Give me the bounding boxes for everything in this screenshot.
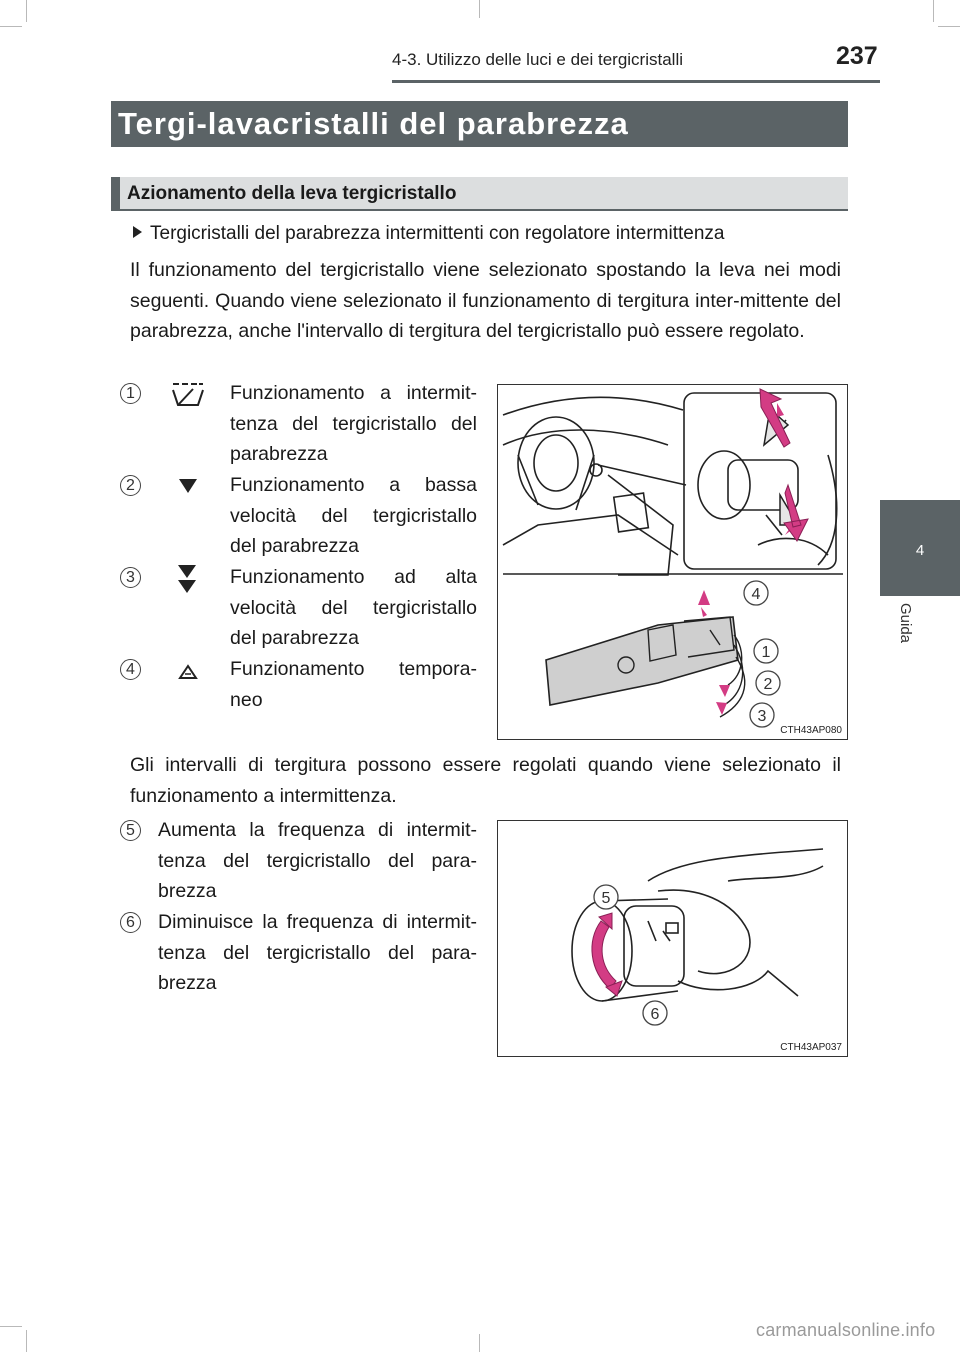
figure2-callout-6: 6 bbox=[650, 1006, 660, 1023]
bullet-triangle-icon bbox=[133, 226, 142, 238]
crop-mark bbox=[479, 0, 480, 18]
figure2-code: CTH43AP037 bbox=[780, 1042, 842, 1053]
watermark: carmanualsonline.info bbox=[756, 1320, 936, 1340]
adjust-number-6: 6 bbox=[120, 912, 141, 933]
figure1-callout-1: 1 bbox=[761, 644, 771, 661]
figure1-callout-3: 3 bbox=[757, 708, 767, 725]
crop-mark bbox=[933, 0, 934, 22]
intro-paragraph: Il funzionamento del tergicristallo viene selezionato spostando la leva nei modi seguenti. Quando viene selezionato il funzionamento di tergitura inter-mittente del parabrezza, anche l'intervallo di tergitura del tergicristallo può essere regolato. bbox=[130, 259, 841, 342]
interval-dial-illustration bbox=[498, 821, 847, 1056]
mode-description-1: Funzionamento a intermit- tenza del tergicristallo del parabrezza bbox=[230, 382, 477, 465]
adjust-description-6: Diminuisce la frequenza di intermit- tenza del tergicristallo del para- brezza bbox=[158, 911, 477, 994]
interval-dial-figure bbox=[497, 820, 848, 1057]
figure2-callout-5: 5 bbox=[601, 890, 611, 907]
crop-mark bbox=[479, 1334, 480, 1352]
page-number: 237 bbox=[836, 42, 878, 70]
wiper-lever-illustration bbox=[498, 385, 847, 739]
mode-description-3: Funzionamento ad alta velocità del tergicristallo del parabrezza bbox=[230, 566, 477, 649]
crop-mark bbox=[938, 26, 960, 27]
chapter-number: 4 bbox=[915, 542, 925, 559]
figure1-callout-2: 2 bbox=[763, 676, 773, 693]
intermittent-wiper-icon bbox=[171, 382, 205, 408]
subsection-title: Azionamento della leva tergicristallo bbox=[111, 177, 848, 211]
adjust-number-5: 5 bbox=[120, 820, 141, 841]
page-title: Tergi-lavacristalli del parabrezza bbox=[111, 101, 848, 147]
mode-description-4: Funzionamento tempora- neo bbox=[230, 658, 477, 711]
mode-number-4: 4 bbox=[120, 659, 141, 680]
figure1-code: CTH43AP080 bbox=[780, 725, 842, 736]
mode-description-2: Funzionamento a bassa velocità del tergicristallo del parabrezza bbox=[230, 474, 477, 557]
crop-mark bbox=[26, 0, 27, 22]
figure1-callout-4: 4 bbox=[751, 586, 761, 603]
chapter-label: Guida bbox=[897, 603, 914, 644]
bullet-item: Tergicristalli del parabrezza intermittenti con regolatore intermittenza bbox=[133, 223, 724, 245]
up-outline-triangle-icon bbox=[178, 664, 198, 680]
mode-number-2: 2 bbox=[120, 475, 141, 496]
mode-number-3: 3 bbox=[120, 567, 141, 588]
crop-mark bbox=[0, 26, 22, 27]
crop-mark bbox=[26, 1330, 27, 1352]
mode-number-1: 1 bbox=[120, 383, 141, 404]
interval-paragraph: Gli intervalli di tergitura possono essere regolati quando viene selezionato il funzionamento a intermittenza. bbox=[130, 754, 841, 807]
adjust-description-5: Aumenta la frequenza di intermit- tenza del tergicristallo del para- brezza bbox=[158, 819, 477, 902]
single-down-triangle-icon bbox=[178, 478, 198, 494]
crop-mark bbox=[0, 1326, 22, 1327]
double-down-triangle-icon bbox=[177, 564, 197, 594]
wiper-lever-figure bbox=[497, 384, 848, 740]
section-header: 4-3. Utilizzo delle luci e dei tergicristalli bbox=[392, 50, 684, 69]
header-rule bbox=[392, 80, 880, 83]
